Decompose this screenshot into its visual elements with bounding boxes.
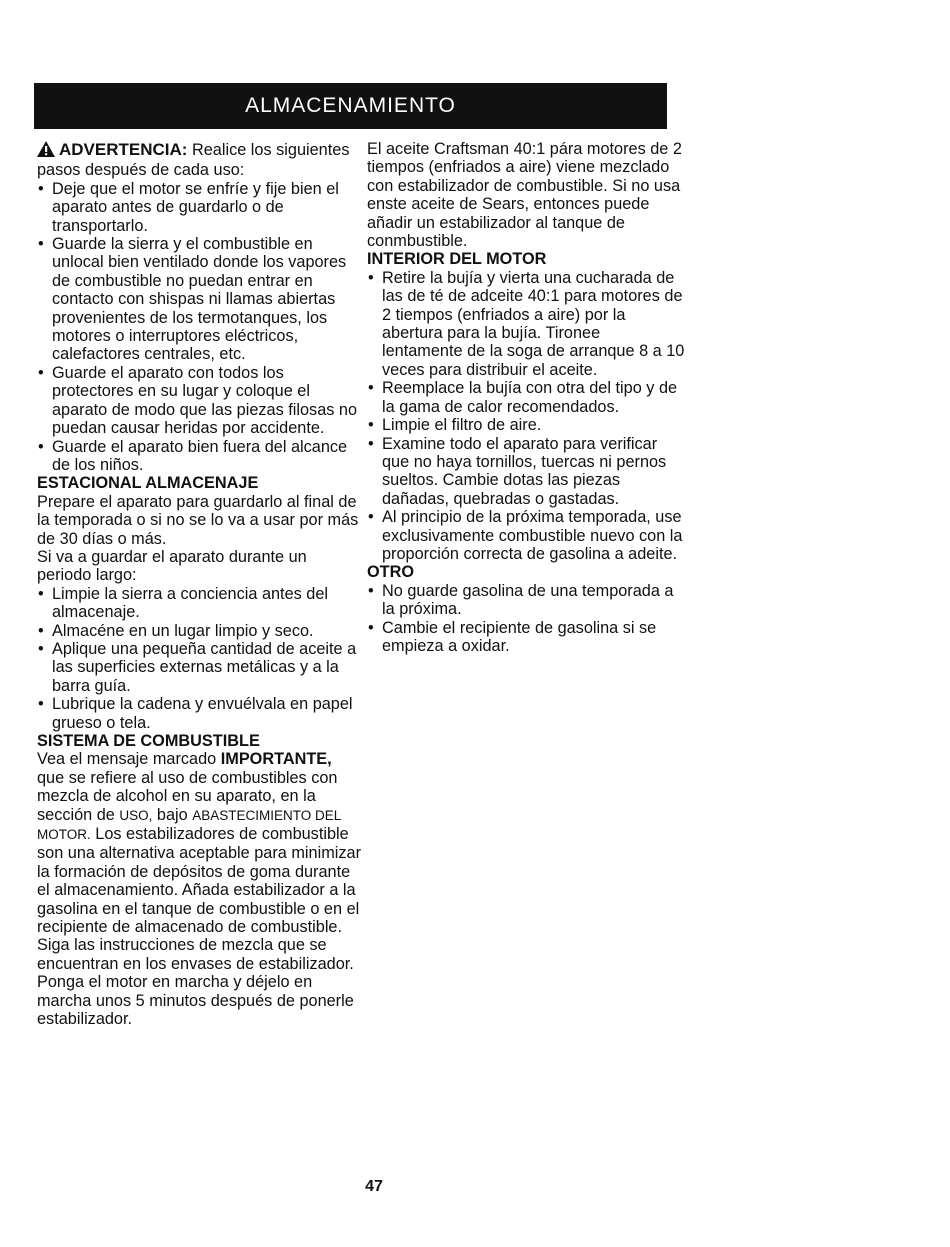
important-ref: IMPORTANTE, [220,750,332,769]
other-heading: OTRO [367,563,415,582]
list-item: • No guarde gasolina de una temporada a la próxima. [367,582,685,619]
list-item: • Deje que el motor se enfríe y fije bien el aparato antes de guardarlo o de transportarlo. [37,180,362,235]
list-item: • Aplique una pequeña cantidad de aceite a las superficies externas metálicas y a la barra guía. [37,640,362,695]
list-item: • Guarde el aparato bien fuera del alcance de los niños. [37,438,362,475]
warning-triangle-icon [37,141,55,161]
list-item: • Examine todo el aparato para verificar que no haya tornillos, tuercas ni pernos sueltos. Cambie dotas las piezas dañadas, quebradas o gastadas. [367,435,685,509]
section-ref: ABASTECIMIENTO DEL MOTOR. [37,807,341,843]
warning-label: ADVERTENCIA: [59,140,188,159]
list-item: • Retire la bujía y vierta una cucharada de las de té de adceite 40:1 para motores de 2 tiempos (enfriados a aire) por la abertura para la bujía. Tironee lentamente de la soga de arranque 8 a 10 veces para distribuir el aceite. [367,269,685,379]
fuel-text: Vea el mensaje marcado [37,750,217,769]
list-item: • Limpie el filtro de aire. [367,416,685,434]
page-number: 47 [365,1178,383,1195]
list-item: • Reemplace la bujía con otra del tipo y de la gama de calor recomendados. [367,379,685,416]
fuel-text: bajo [156,805,188,824]
warning-list [37,180,362,475]
fuel-heading: SISTEMA DE COMBUSTIBLE [37,732,260,750]
other-list [367,582,685,656]
fuel-text: que se refiere al uso de combustibles con mezcla de alcohol en su aparato, en la sección de [37,768,338,824]
seasonal-paragraph-1: Prepare el aparato para guardarlo al final de la temporada o si no se lo va a usar por más de 30 días o más. [37,492,359,548]
fuel-paragraph-2: El aceite Craftsman 40:1 pára motores de 2 tiempos (enfriados a aire) viene mezclado con estabilizador de combustible. Si no usa enste aceite de Sears, entonces puede añadir un estabilizador al tanque de conmbustible. [367,140,682,251]
list-item: • Lubrique la cadena y envuélvala en papel grueso o tela. [37,695,362,732]
list-item: • Al principio de la próxima temporada, use exclusivamente combustible nuevo con la proporción correcta de gasolina a adeite. [367,508,685,563]
section-title-banner [34,83,667,129]
list-item: • Cambie el recipiente de gasolina si se empieza a oxidar. [367,619,685,656]
engine-heading: INTERIOR DEL MOTOR [367,250,547,269]
warning-intro: Realice los siguientes pasos después de cada uso: [37,141,350,180]
list-item: • Limpie la sierra a conciencia antes del almacenaje. [37,585,362,622]
warning-paragraph [37,141,362,180]
seasonal-list [37,585,362,732]
uso-ref: USO, [119,807,153,823]
list-item: • Almacéne en un lugar limpio y seco. [37,622,362,640]
list-item: • Guarde el aparato con todos los protectores en su lugar y coloque el aparato de modo que las piezas filosas no puedan causar heridas por accidente. [37,364,362,438]
engine-list [367,269,685,564]
fuel-paragraph-1 [37,750,362,1028]
seasonal-paragraph-2: Si va a guardar el aparato durante un periodo largo: [37,547,307,585]
right-column [367,131,685,655]
section-title: ALMACENAMIENTO [245,94,456,117]
left-column [37,141,362,1029]
seasonal-heading: ESTACIONAL ALMACENAJE [37,474,259,493]
fuel-text: Los estabilizadores de combustible son una alternativa aceptable para minimizar la formación de depósitos de goma durante el almacenamiento. Añada estabilizador a la gasolina en el tanque de combustible o en el recipiente de almacenado de combustible. Siga las instrucciones de mezcla que se encuentran en los envases de estabilizador. Ponga el motor en marcha y déjelo en marcha unos 5 minutos después de ponerle estabilizador. [37,825,361,1029]
list-item: • Guarde la sierra y el combustible en unlocal bien ventilado donde los vapores de combustible no puedan entrar en contacto con shispas ni llamas abiertas provenientes de los termotanques, los motores o interruptores eléctricos, calefactores centrales, etc. [37,235,362,364]
